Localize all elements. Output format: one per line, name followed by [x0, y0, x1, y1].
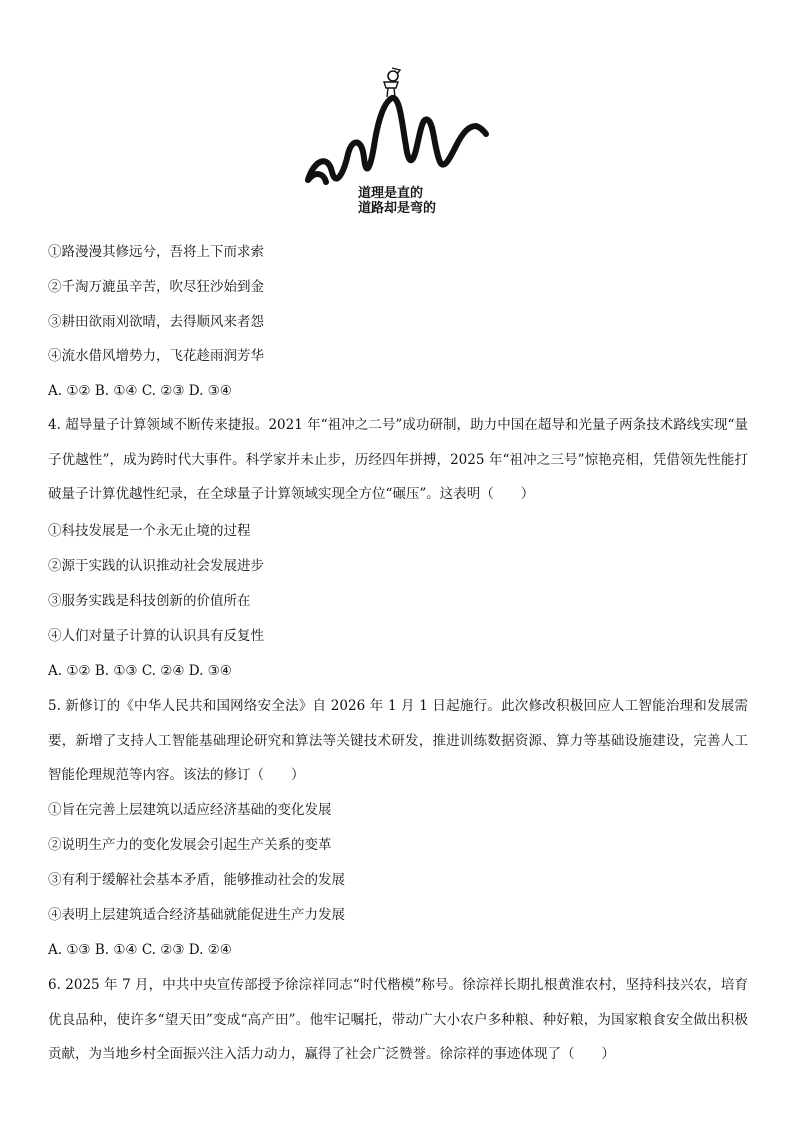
q4-option-3: ③服务实践是科技创新的价值所在: [48, 593, 251, 609]
q4-answer-choices: A. ①② B. ①③ C. ②④ D. ③④: [48, 663, 232, 679]
q6-stem: 6. 2025 年 7 月，中共中央宣传部授予徐淙祥同志“时代楷模”称号。徐淙祥长期扎根黄淮农村，坚持科技兴农，培育优良品种，使许多“望天田”变成“高产田”。他牢记嘱托，带动广大小农户多种粮、种好粮，为国家粮食安全做出积极贡献，为当地乡村全面振兴注入活力动力，赢得了社会广泛赞誉。徐淙祥的事迹体现了（ ）: [48, 977, 748, 1062]
stick-figure-icon: [384, 68, 400, 97]
q3-option-4: ④流水借风增势力，飞花趁雨润芳华: [48, 348, 264, 364]
q4-stem: 4. 超导量子计算领域不断传来捷报。2021 年“祖冲之二号”成功研制，助力中国在超导和光量子两条技术路线实现“量子优越性”，成为跨时代大事件。科学家并未止步，历经四年拼搏，2025 年“祖冲之三号”惊艳亮相，凭借领先性能打破量子计算优越性纪录，在全球量子计算领域实现全方位“碾压”。这表明（ ）: [48, 417, 748, 502]
q4-option-1: ①科技发展是一个永无止境的过程: [48, 523, 251, 539]
q5-option-3: ③有利于缓解社会基本矛盾，能够推动社会的发展: [48, 872, 345, 888]
q3-option-2: ②千淘万漉虽辛苦，吹尽狂沙始到金: [48, 279, 264, 295]
q3-answer-choices: A. ①② B. ①④ C. ②③ D. ③④: [48, 383, 232, 399]
q3-option-1: ①路漫漫其修远兮，吾将上下而求索: [48, 244, 264, 260]
q5-option-1: ①旨在完善上层建筑以适应经济基础的变化发展: [48, 802, 332, 818]
winding-road-illustration: [300, 62, 500, 192]
q4-option-4: ④人们对量子计算的认识具有反复性: [48, 628, 264, 644]
figure-caption: [358, 186, 458, 216]
caption-line-2: 道路却是弯的: [358, 201, 437, 216]
q3-option-3: ③耕田欲雨刈欲晴，去得顺风来者怨: [48, 314, 264, 330]
caption-line-1: 道理是直的: [358, 186, 424, 201]
q5-stem: 5. 新修订的《中华人民共和国网络安全法》自 2026 年 1 月 1 日起施行。此次修改积极回应人工智能治理和发展需要，新增了支持人工智能基础理论研究和算法等关键技术研发，推进训练数据资源、算力等基础设施建设，完善人工智能伦理规范等内容。该法的修订（ ）: [48, 698, 748, 783]
q5-answer-choices: A. ①③ B. ①④ C. ②③ D. ②④: [48, 942, 232, 958]
q4-option-2: ②源于实践的认识推动社会发展进步: [48, 558, 264, 574]
q5-option-4: ④表明上层建筑适合经济基础就能促进生产力发展: [48, 907, 345, 923]
illustration: [300, 62, 500, 222]
q5-option-2: ②说明生产力的变化发展会引起生产关系的变革: [48, 837, 332, 853]
